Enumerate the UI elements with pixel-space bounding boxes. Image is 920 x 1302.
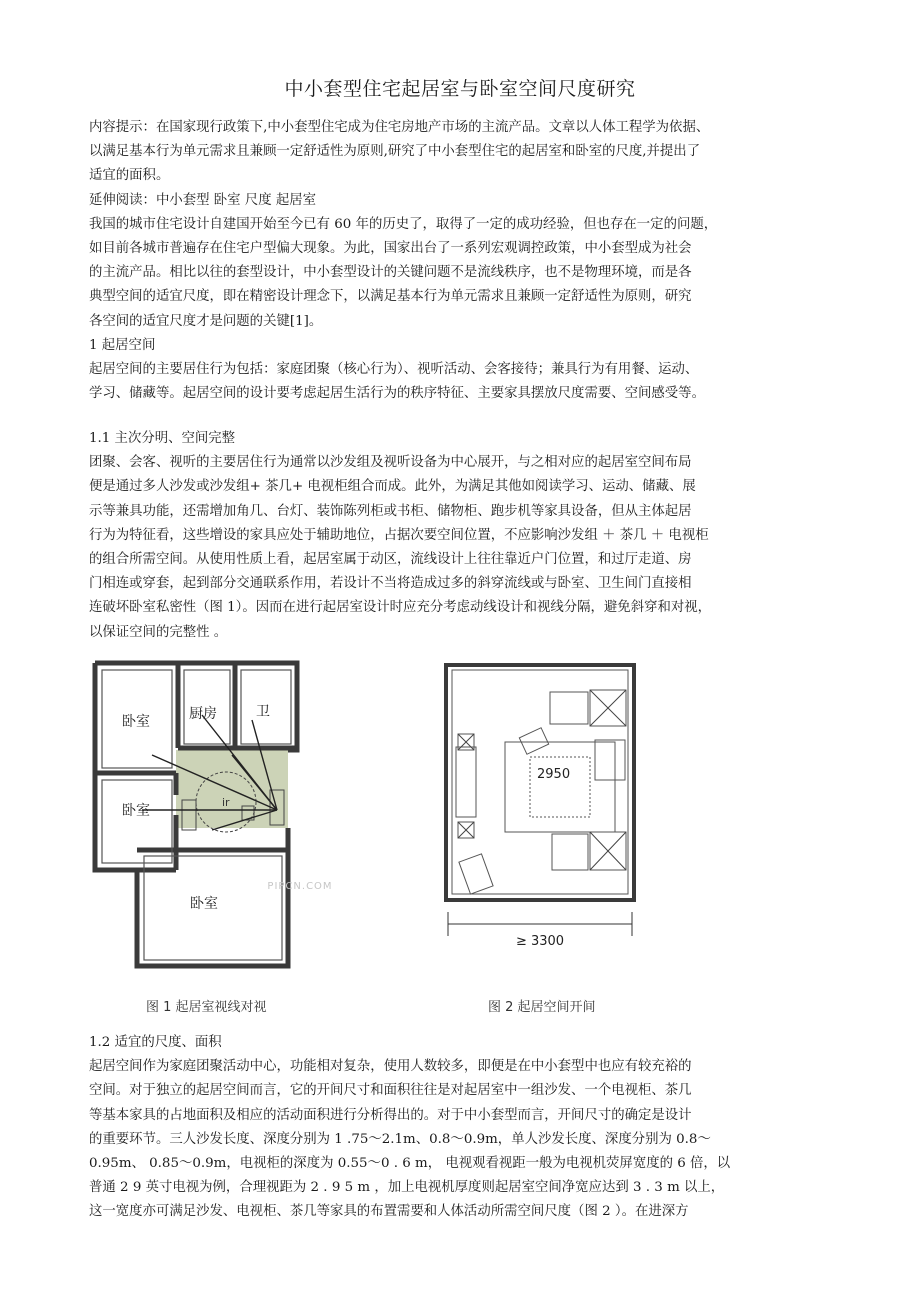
section-1-2-line: 等基本家具的占地面积及相应的活动面积进行分析得出的。对于中小套型而言，开间尺寸的确定是设计 (89, 1107, 692, 1123)
intro-line: 如目前各城市普遍存在住宅户型偏大现象。为此，国家出台了一系列宏观调控政策，中小套型成为社会 (89, 241, 692, 257)
section-1-1-line: 示等兼具功能，还需增加角几、台灯、装饰陈列柜或书柜、储物柜、跑步机等家具设备，但从主体起居 (89, 503, 692, 519)
floor-plan-drawing (92, 660, 333, 970)
intro-line: 的主流产品。相比以往的套型设计，中小套型设计的关键问题不是流线秩序，也不是物理环境，而是各 (89, 265, 692, 281)
section-1-1 (89, 427, 834, 645)
section-1-1-line: 门相连或穿套，起到部分交通联系作用，若设计不当将造成过多的斜穿流线或与卧室、卫生间门直接相 (89, 576, 692, 592)
furniture (452, 670, 628, 894)
section-1-1-line: 行为为特征看，这些增设的家具应处于辅助地位，占据次要空间位置，不应影响沙发组 ＋ 茶几 ＋ 电视柜 (89, 527, 709, 543)
living-room-drawing (440, 662, 640, 952)
section-1-1-line: 便是通过多人沙发或沙发组+ 茶几+ 电视柜组合而成。此外，为满足其他如阅读学习、运动、储藏、展 (89, 479, 696, 495)
room-label-bedroom-b: 卧室 (122, 803, 150, 819)
section-1-2-heading: 1.2 适宜的尺度、面积 (89, 1035, 222, 1050)
section-1-heading: 1 起居空间 (89, 337, 156, 353)
abstract (89, 116, 834, 406)
section-1-line: 起居空间的主要居住行为包括：家庭团聚（核心行为）、视听活动、会客接待；兼具行为有用餐、运动、 (89, 362, 699, 378)
section-1-1-line: 连破坏卧室私密性（图 1）。因而在进行起居室设计时应充分考虑动线设计和视线分隔，避免斜穿和对视， (89, 600, 712, 616)
width-dimension-line (448, 912, 632, 936)
section-1-2-line: 起居空间作为家庭团聚活动中心，功能相对复杂，使用人数较多，即便是在中小套型中也应有较充裕的 (89, 1059, 692, 1075)
abstract-line: 适宜的面积。 (89, 168, 170, 184)
intro-line: 典型空间的适宜尺度，即在精密设计理念下，以满足基本行为单元需求且兼顾一定舒适性为原则，研究 (89, 289, 692, 305)
figure-2-caption: 图 2 起居空间开间 (488, 1000, 596, 1015)
room-walls (446, 665, 634, 900)
paper-title: 中小套型住宅起居室与卧室空间尺度研究 (284, 78, 636, 100)
section-1-1-line: 的组合所需空间。从使用性质上看，起居室属于动区，流线设计上往往靠近户门位置，和过厅走道、房 (89, 552, 692, 568)
section-1-line: 学习、储藏等。起居空间的设计要考虑起居生活行为的秩序特征、主要家具摆放尺度需要、空间感受等。 (89, 386, 705, 402)
section-1-1-line: 团聚、会客、视听的主要居住行为通常以沙发组及视听设备为中心展开，与之相对应的起居室空间布局 (89, 455, 692, 471)
room-label-bedroom-c: 卧室 (190, 896, 218, 912)
room-label-kitchen: 厨房 (189, 706, 217, 722)
section-1-2-line: 0.95m、 0.85～0.9m，电视柜的深度为 0.55～0 . 6 m， 电视观看视距一般为电视机荧屏宽度的 6 倍，以 (89, 1156, 731, 1172)
keywords: 延伸阅读：中小套型 卧室 尺度 起居室 (89, 192, 317, 208)
figure-2-plan (440, 662, 640, 952)
section-1-1-line: 以保证空间的完整性 。 (89, 624, 228, 640)
section-1-2-line: 这一宽度亦可满足沙发、电视柜、茶几等家具的布置需要和人体活动所需空间尺度（图 2 ）。在进深方 (89, 1204, 689, 1220)
watermark: PIPCN.COM (267, 881, 333, 892)
section-1-2-line: 的重要环节。三人沙发长度、深度分别为 1 .75～2.1m、0.8～0.9m，单人沙发长度、深度分别为 0.8～ (89, 1131, 711, 1147)
plan-mark: ir (222, 796, 230, 809)
depth-dimension-label: 2950 (537, 767, 571, 782)
intro-line: 各空间的适宜尺度才是问题的关键[1]。 (89, 313, 323, 329)
width-dimension-label: ≥ 3300 (515, 934, 565, 949)
section-1-2-line: 普通 2 9 英寸电视为例，合理视距为 2 . 9 5 m ，加上电视机厚度则起居室空间净宽应达到 3 . 3 m 以上， (89, 1180, 725, 1196)
room-label-bedroom-a: 卧室 (122, 714, 150, 730)
section-1-1-heading: 1.1 主次分明、空间完整 (89, 431, 236, 446)
room-label-bath: 卫 (256, 704, 270, 720)
section-1-2 (89, 1031, 834, 1225)
abstract-line: 内容提示：在国家现行政策下,中小套型住宅成为住宅房地产市场的主流产品。文章以人体工程学为依据、 (89, 120, 710, 135)
figure-1-floor-plan (92, 660, 333, 970)
section-1-2-line: 空间。对于独立的起居空间而言，它的开间尺寸和面积往往是对起居室中一组沙发、一个电视柜、茶几 (89, 1083, 692, 1099)
abstract-line: 以满足基本行为单元需求且兼顾一定舒适性为原则,研究了中小套型住宅的起居室和卧室的尺度,并提出了 (89, 144, 701, 160)
figure-1-caption: 图 1 起居室视线对视 (146, 1000, 267, 1015)
intro-line: 我国的城市住宅设计自建国开始至今已有 60 年的历史了，取得了一定的成功经验，但也存在一定的问题， (89, 216, 718, 232)
